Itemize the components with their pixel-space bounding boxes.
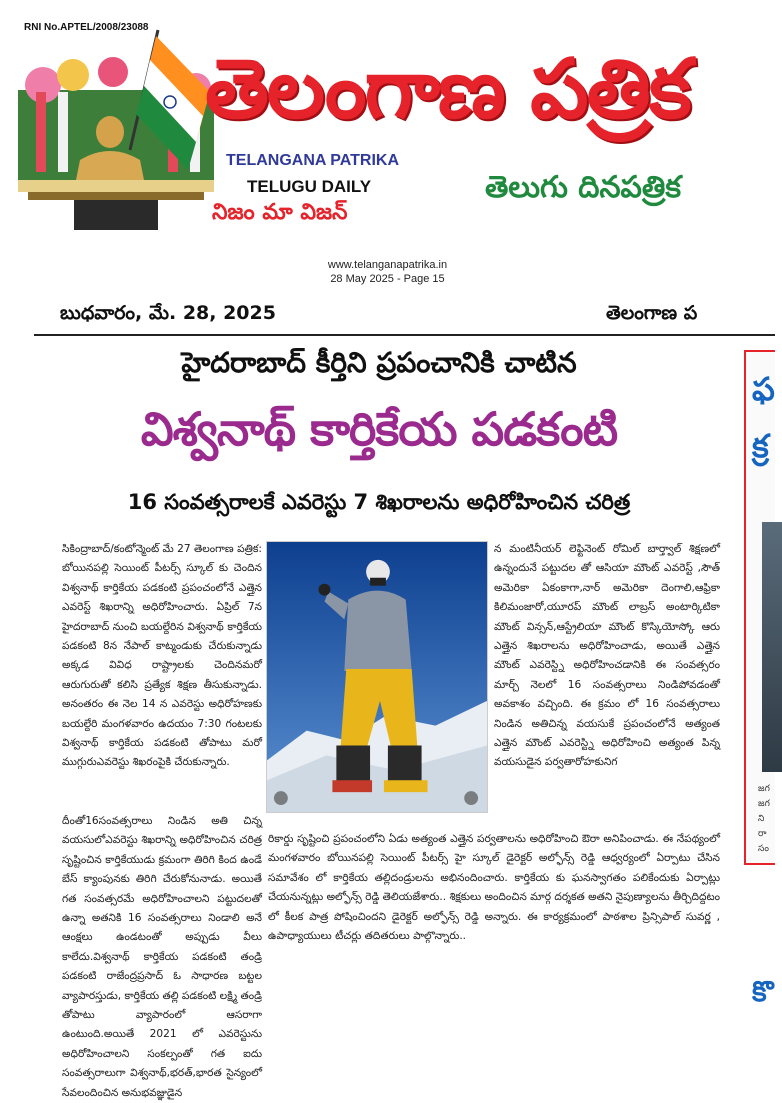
issue-date: బుధవారం, మే. 28, 2025 <box>60 302 276 324</box>
masthead <box>0 0 775 250</box>
dateline <box>0 300 775 332</box>
page-info: 28 May 2025 - Page 15 <box>330 273 445 285</box>
section-name: తెలంగాణ ప <box>606 302 698 324</box>
page-meta <box>0 258 775 286</box>
website-url[interactable]: www.telanganapatrika.in <box>327 259 448 271</box>
article-kicker: హైదరాబాద్ కీర్తిని ప్రపంచానికి చాటిన <box>181 346 577 379</box>
article-headline: విశ్వనాథ్ కార్తికేయ పడకంటి <box>140 402 618 456</box>
subtitle-daily: TELUGU DAILY <box>247 177 372 196</box>
slogan: నిజం మా విజన్ <box>212 200 348 225</box>
mountaineer-photo <box>266 541 488 813</box>
side-ad-text: జగ జగ ని రా సం <box>758 784 770 854</box>
side-bottom-glyph: కొ <box>752 975 774 1008</box>
article-subhead: 16 సంవత్సరాలకే ఎవరెస్టు 7 శిఖరాలను అధిరోహించిన చరిత్ర <box>127 490 631 514</box>
newspaper-title: తెలంగాణ పత్రిక <box>205 42 690 137</box>
rni-number: RNI No.APTEL/2008/23088 <box>24 22 149 33</box>
subtitle-english: TELANGANA PATRIKA <box>226 152 400 169</box>
header-rule <box>34 334 775 336</box>
side-ad-glyph-2: క్ర <box>752 427 769 465</box>
emblem-illustration <box>18 30 214 230</box>
subtitle-telugu-daily: తెలుగు దినపత్రిక <box>485 170 681 205</box>
article-column-1-continued: దీంతో16సంవత్సరాలు నిండిన అతి చిన్న వయసులోఎవరెస్టు శిఖరాన్ని అధిరోహించిన చరిత్ర సృష్టించిన కార్తికేయుడు క్రమంగా తిరిగి కింద ఉండే బేస్ క్యాంపునకు తిరిగి చేరుకోనునాడు. అయితే గత సంవత్సరమే అధిరోహించాలని పట్టుదలతో ఉన్నా అతనికి 16 సంవత్సరాలు నిండాలి అనే ఆంక్షలు ఉండటంతో అప్పుడు వీలు కాలేదు.విశ్వనాథ్ కార్తికేయ పడకంటి తండ్రి పడకంటి రాజేంద్రప్రసాద్ ఓ సాధారణ బట్టల వ్యాపారస్తుడు, కార్తికేయ తల్లి పడకంటి లక్ష్మి తండ్రి తోపాటు వ్యాపారంలో ఆసరాగా ఉంటుంది.అయితే 2021 లో ఎవరెస్టును అధిరోహించాలని సంకల్పంతో గత ఐదు సంవత్సరాలుగా విశ్వనాథ్,భరత్,భారత సైన్యంలో సేవలందించిన అనుభవజ్ఞుడైన <box>62 815 262 1099</box>
side-advertisement <box>744 350 775 865</box>
side-ad-image <box>762 522 782 772</box>
article-column-2: న మంటినీయర్ లెఫ్టినెంట్ రోమిల్ బార్త్వాల్ శిక్షణలో ఉన్నందునే పట్టుదల తో ఆసియా మౌంట్ ఎవరెస్ట్ ,సౌత్ అమెరికా ఏకంకాగా,నార్ అమెరికా దెంగాలి,ఆఫ్రికా కిలిమంజారో,యూరప్ మౌంట్ లాబ్రస్ అంటార్కిటికా మౌంట్ విన్సన్,ఆస్ట్రేలియా మౌంట్ కొస్కియోస్కో ఆరు ఎత్తైన శిఖరాలను అధిరోహించాడు, అయితే ఎత్తైన మౌంట్ ఎవరెస్ట్ని అధిరోహించడానికి ఈ సంవత్సరం మార్చ్ నెలలో 16 సంవత్సరాలు నిండిపోవడంతో అవకాశం వచ్చింది. ఈ క్రమం లో 16 సంవత్సరాలు నిండిన అతిచిన్న వయసుకే ప్రపంచంలోనే అత్యంత ఎత్తైన మౌంట్ ఎవరెస్ట్ని అధిరోహించి అత్యంత పిన్న వయసుడైన పర్వతారోహకునిగ <box>494 543 720 769</box>
article-column-1: సికింద్రాబాద్/కంటోన్మెంట్ మే 27 తెలంగాణ పత్రిక: బోయినపల్లి సెయింట్ పీటర్స్ స్కూల్ కు చెందిన విశ్వనాథ్ కార్తికేయ పడకంటి ప్రపంచంలోనే ఎత్తైన ఎవరెస్ట్ శిఖరాన్ని అధిరోహించారు. ఏప్రిల్ 7న హైదరాబాద్ నుంచి బయల్దేరిన విశ్వనాథ్ కార్తికేయ పడకంటి 8న నేపాల్ కాట్మండుకు చేరుకున్నాడు అక్కడ వివిధ రాష్ట్రాలకు చెందినమరో ఆరుగురుతో కలిసి ప్రత్యేక శిక్షణ తీసుకున్నాడు. అనంతరం ఈ నెల 14 న ఎవరెస్టు అధిరోహణకు బయల్దేరి మంగళవారం ఉదయం 7:30 గంటలకు విశ్వనాథ్ కార్తికేయ పడకంటి తోపాటు మరో ముగ్గురుఎవరెస్టు శిఖరంపైకి చేరుకున్నారు. <box>62 543 262 769</box>
article-column-wide: రికార్డు సృష్టించి ప్రపంచంలోని ఏడు అత్యంత ఎత్తైన పర్వతాలను అధిరోహించి ఔరా అనిపించాడు. ఈ నేపథ్యంలో మంగళవారం బోయినపల్లి సెయింట్ పీటర్స్ హై స్కూల్ డైరెక్టర్ అల్ఫోన్స్ రెడ్డి ఆధ్వర్యంలో ఏర్పాటు చేసిన సమావేశం లో కార్తికేయ తల్లిదండ్రులను అభినందించారు. కార్తికేయ కు ఘనస్వాగతం పలికేందుకు ఏర్పాట్లు చేయనున్నట్లు అల్ఫోన్స్ రెడ్డి తెలియజేశారు.. శిక్షకులు అందించిన మార్గ దర్శకత అతని నైపుణ్యాలను తీర్చిదిద్దటం లో కీలక పాత్ర పోషించిందని డైరెక్టర్ అల్ఫోన్స్ రెడ్డి అన్నారు. ఈ కార్యక్రమంలో పాఠశాల ప్రిన్సిపాల్ సువర్ణ , ఉపాధ్యాయులు టీచర్లు తదితరులు పాల్గొన్నారు.. <box>268 833 721 943</box>
side-ad-glyph-1: ఫ <box>752 370 775 408</box>
